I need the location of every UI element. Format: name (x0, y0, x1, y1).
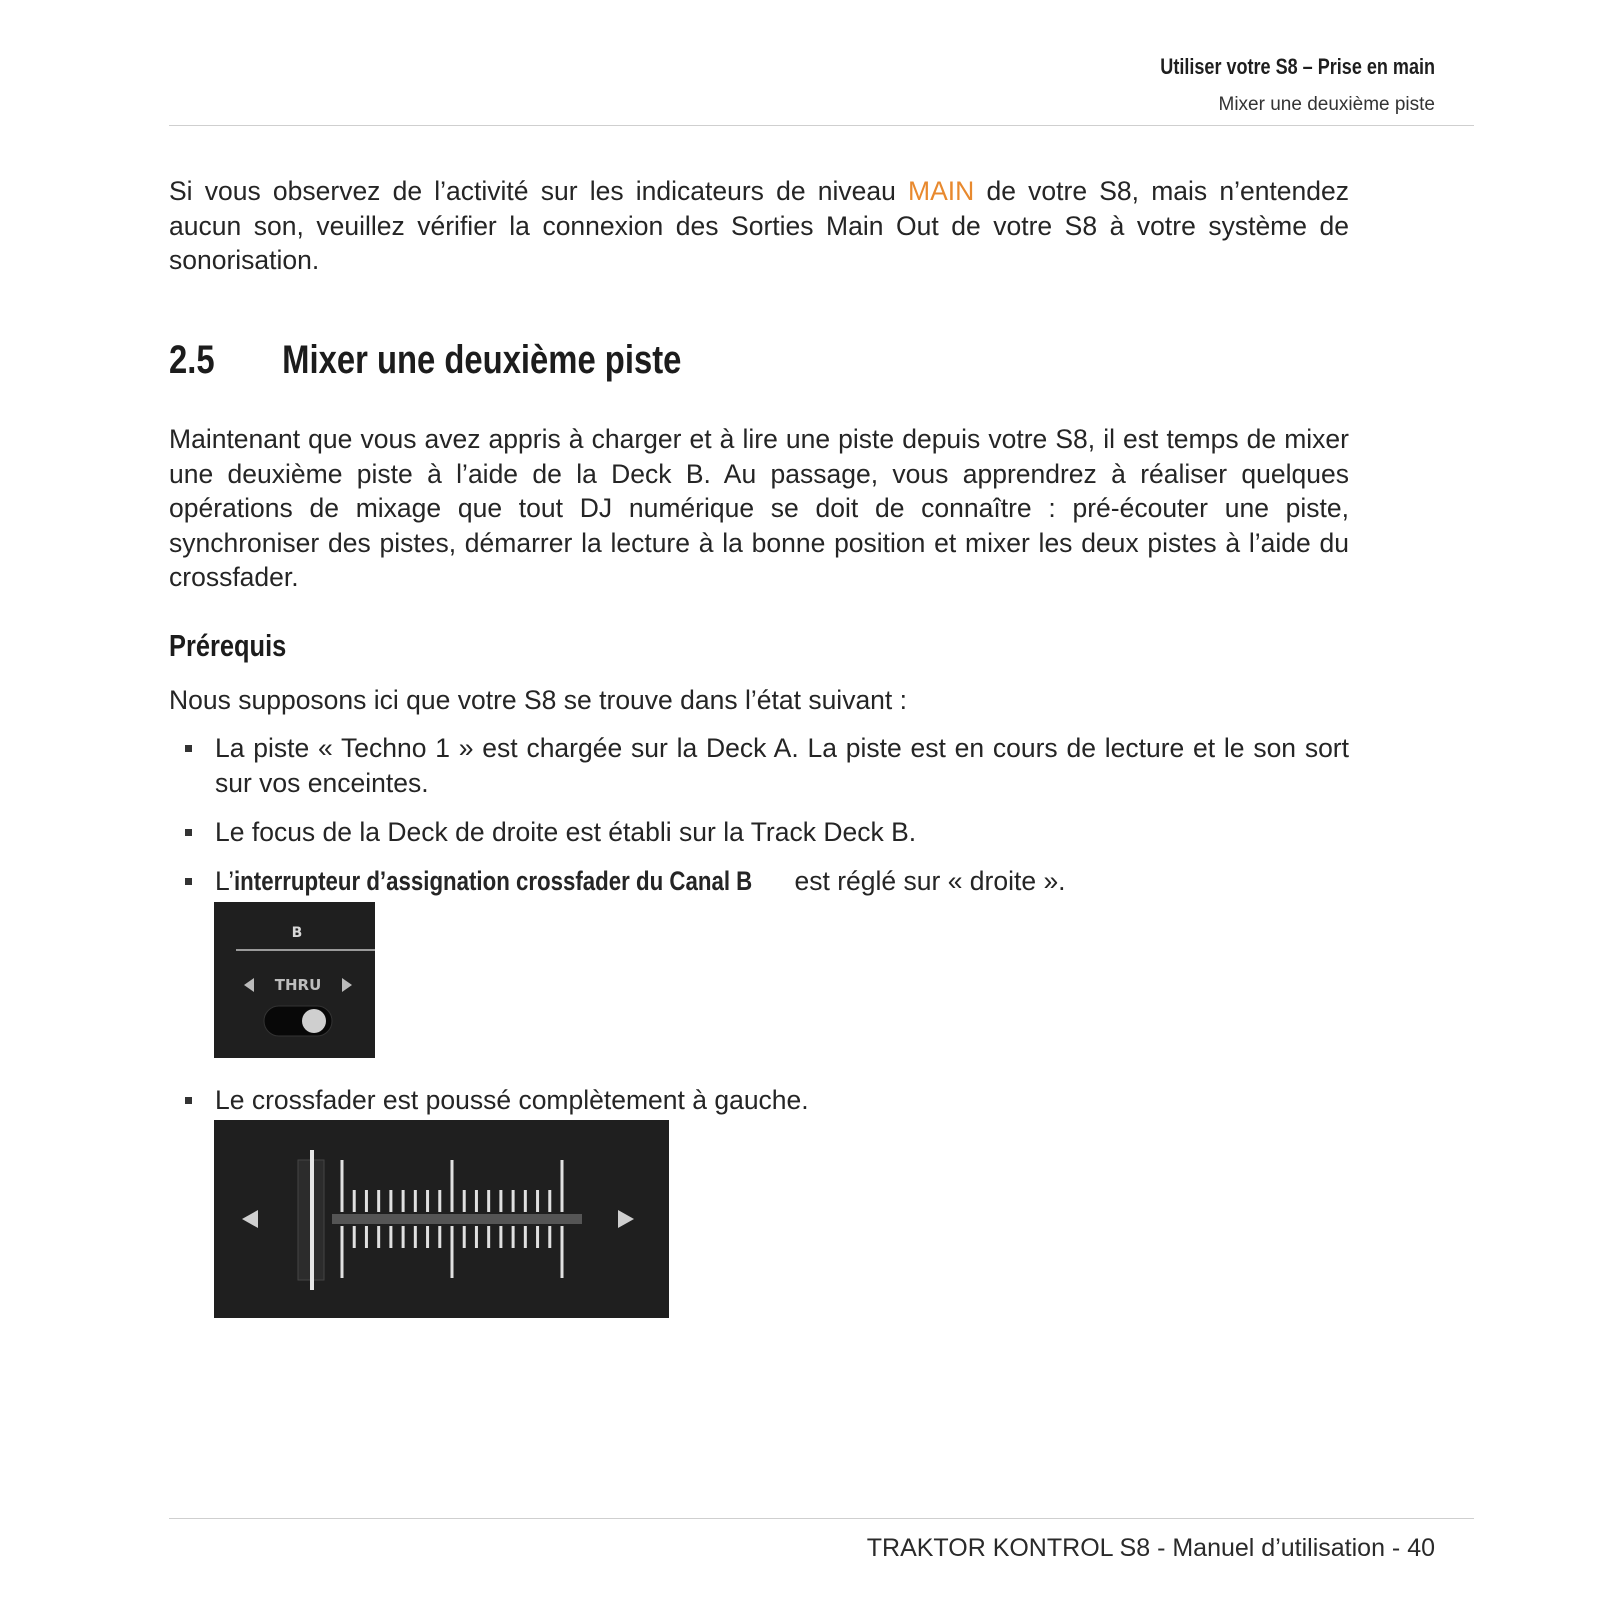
crossfader-cap-icon (310, 1150, 314, 1290)
thru-label: THRU (274, 976, 322, 994)
prereq-intro: Nous supposons ici que votre S8 se trouve dans l’état suivant : (169, 685, 908, 715)
toggle-knob-icon (302, 1009, 326, 1033)
intro-after: de votre S8, mais n’entendez aucun son, veuillez vérifier la connexion des Sorties Main Out de votre S8 à votre système de sonorisation. (169, 176, 1349, 275)
bullet-text: Le focus de la Deck de droite est établi sur la Track Deck B. (215, 817, 917, 847)
bullet-item (185, 1083, 1349, 1118)
page-footer: TRAKTOR KONTROL S8 - Manuel d’utilisation - 40 (866, 1534, 1435, 1562)
intro-paragraph (169, 174, 1349, 278)
bullet-square-icon (185, 878, 192, 885)
bullet-text (215, 864, 1349, 899)
channel-label: B (291, 925, 303, 941)
section-title: Mixer une deuxième piste (282, 338, 682, 382)
intro-before: Si vous observez de l’activité sur les indicateurs de niveau (169, 176, 909, 206)
bullet-pre: L’ (215, 866, 235, 896)
bullet-item (185, 815, 1349, 850)
footer-rule (169, 1518, 1474, 1519)
bullet-item (185, 864, 1349, 899)
crossfader-assign-switch-image (214, 902, 375, 1058)
section-heading (169, 338, 681, 383)
crossfader-image (214, 1120, 669, 1318)
bullet-text: La piste « Techno 1 » est chargée sur la Deck A. La piste est en cours de lecture et le son sort sur vos enceintes. (215, 733, 1349, 798)
main-highlight: MAIN (908, 176, 975, 206)
prereq-heading: Prérequis (169, 628, 287, 663)
section-body: Maintenant que vous avez appris à charger et à lire une piste depuis votre S8, il est temps de mixer une deuxième piste à l’aide de la Deck B. Au passage, vous apprendrez à réaliser quelques opérations de mixage que tout DJ numérique se doit de connaître : pré-écouter une piste, synchroniser des pistes, démarrer la lecture à la bonne position et mixer les deux pistes à l’aide du crossfader. (169, 424, 1349, 592)
bullet-bold: interrupteur d’assignation crossfader du Canal B (234, 866, 753, 896)
bullet-post: est réglé sur « droite ». (787, 866, 1066, 896)
bullet-square-icon (185, 1097, 192, 1104)
bullet-square-icon (185, 745, 192, 752)
bullet-text: Le crossfader est poussé complètement à gauche. (215, 1085, 809, 1115)
bullet-item (185, 731, 1349, 800)
section-number: 2.5 (169, 338, 215, 382)
running-header-subtitle: Mixer une deuxième piste (1218, 94, 1435, 115)
header-rule (169, 125, 1474, 126)
running-header-title: Utiliser votre S8 – Prise en main (1160, 54, 1435, 79)
bullet-square-icon (185, 829, 192, 836)
